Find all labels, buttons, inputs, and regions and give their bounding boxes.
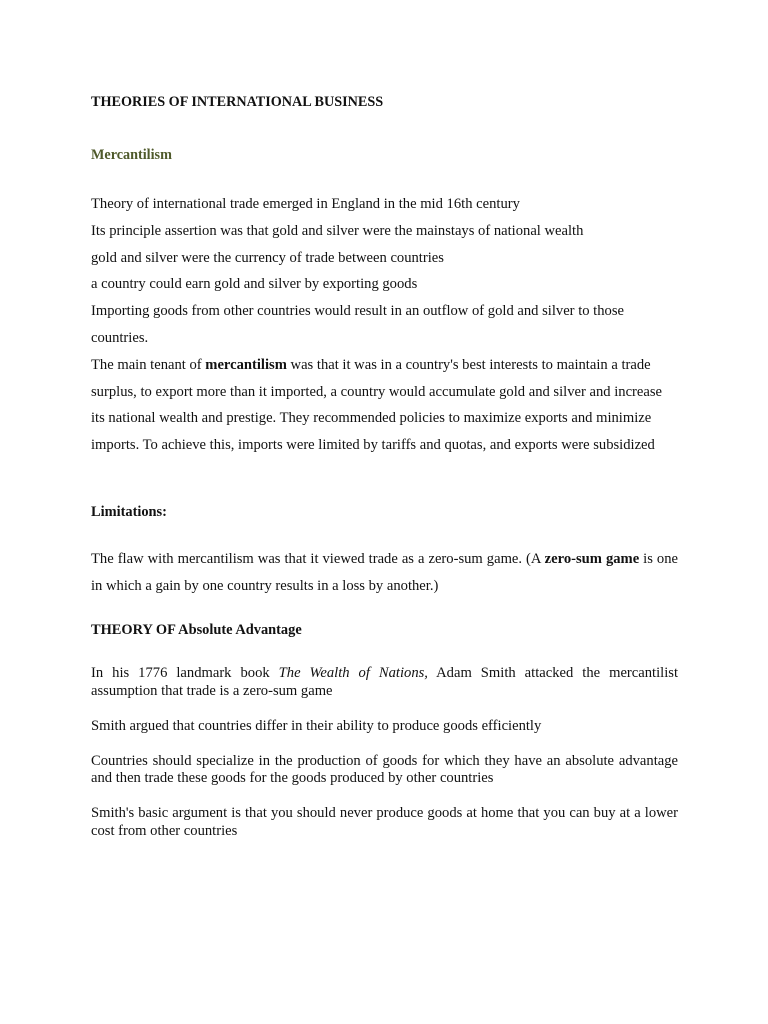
smith-text-before: In his 1776 landmark book [91, 665, 279, 681]
smith-text-after: Adam Smith attacked the mercantilist assumption that trade is a zero-sum game [91, 665, 678, 699]
absolute-advantage-paragraph: Smith's basic argument is that you should never produce goods at home that you can buy at a lower cost from other countries [91, 805, 678, 839]
mercantilism-line: a country could earn gold and silver by exporting goods [91, 276, 418, 293]
flaw-bold-term: zero-sum game [544, 551, 640, 567]
flaw-text-before: The flaw with mercantilism was that it viewed trade as a zero-sum game. (A [91, 551, 545, 567]
mercantilism-body [91, 191, 678, 459]
mercantilism-line: gold and silver were the currency of trade between countries [91, 249, 444, 266]
absolute-advantage-body [91, 665, 678, 858]
mercantilism-tenant-paragraph [91, 352, 678, 459]
absolute-advantage-paragraph [91, 665, 678, 700]
document-page [91, 0, 678, 1024]
document-title: THEORIES OF INTERNATIONAL BUSINESS [91, 94, 384, 110]
book-title: The Wealth of Nations, [278, 665, 428, 681]
limitations-paragraph [91, 546, 678, 600]
mercantilism-line: Theory of international trade emerged in England in the mid 16th century [91, 196, 520, 212]
absolute-advantage-heading: THEORY OF Absolute Advantage [91, 622, 302, 638]
absolute-advantage-paragraph: Countries should specialize in the production of goods for which they have an absolute advantage and then trade these goods for the goods produced by other countries [91, 752, 678, 787]
tenant-text-after: was that it was in a country's best interests to maintain a trade surplus, to export more than it imported, a country would accumulate gold and silver and increase its national wealth and prestige. They recommended policies to maximize exports and minimize imports. To achieve this, imports were limited by tariffs and quotas, and exports were subsidized [91, 356, 663, 454]
tenant-bold-term: mercantilism [205, 356, 287, 373]
flaw-text-after: is one in which a gain by one country results in a loss by another.) [91, 551, 678, 594]
tenant-text-before: The main tenant of [91, 356, 206, 373]
limitations-heading: Limitations: [91, 504, 167, 520]
absolute-advantage-paragraph: Smith argued that countries differ in their ability to produce goods efficiently [91, 717, 542, 734]
mercantilism-heading: Mercantilism [91, 147, 172, 163]
mercantilism-line: Its principle assertion was that gold and silver were the mainstays of national wealth [91, 222, 584, 239]
mercantilism-line: Importing goods from other countries would result in an outflow of gold and silver to those countries. [91, 303, 624, 346]
